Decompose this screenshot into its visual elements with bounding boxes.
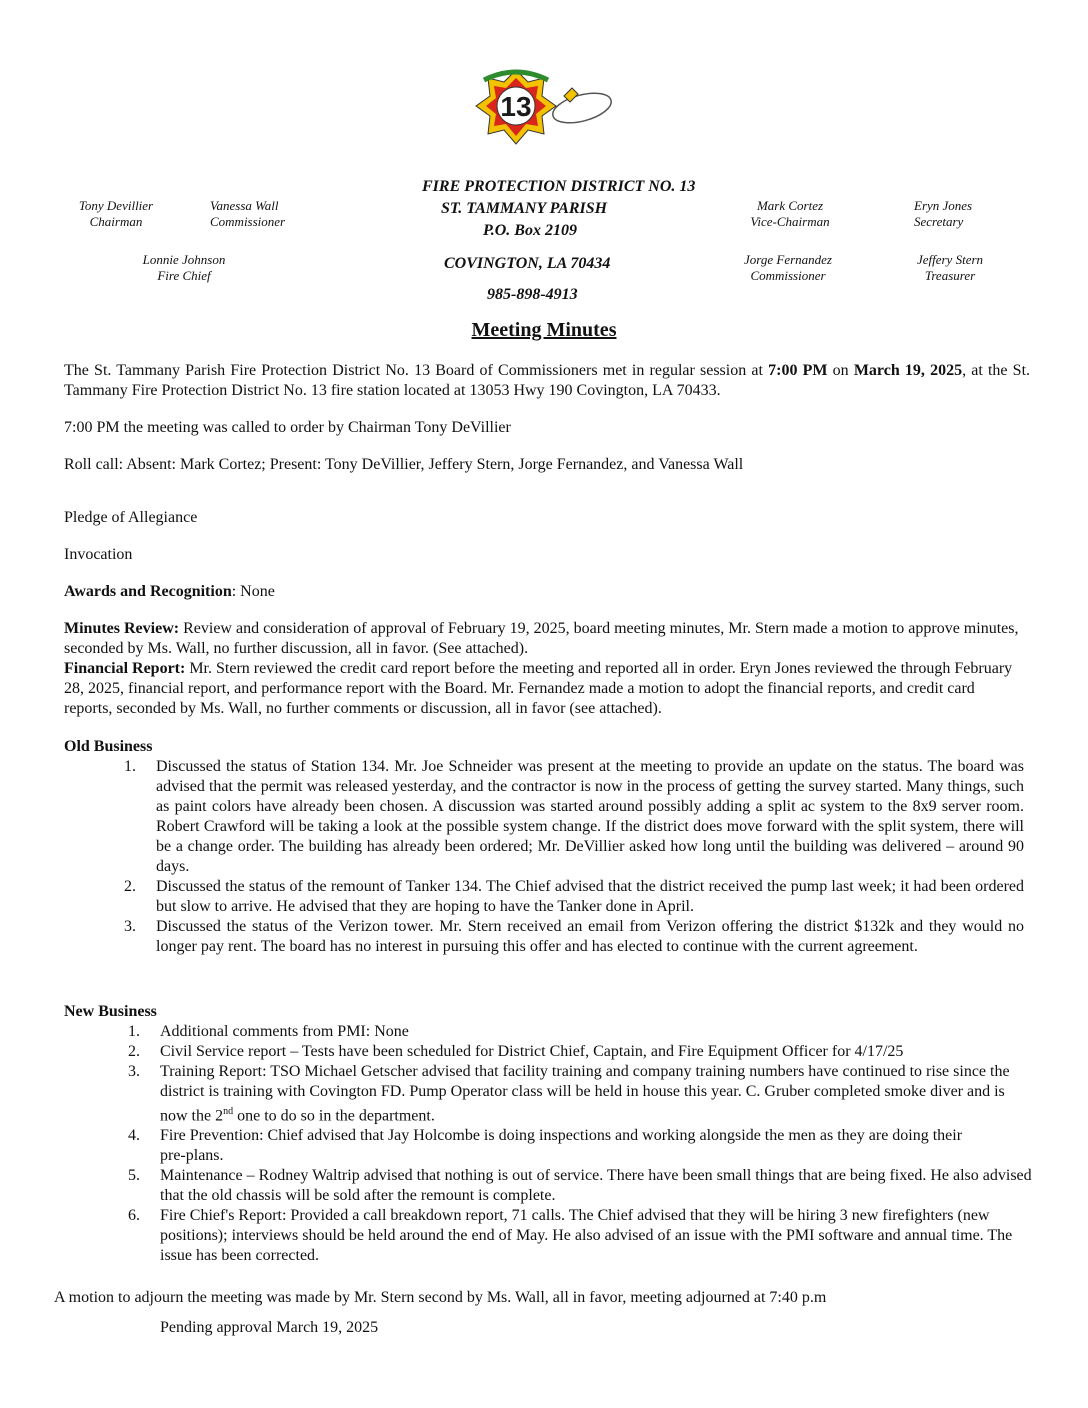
member-role: Secretary <box>914 214 964 229</box>
list-item: 1. Discussed the status of Station 134. Mr. Joe Schneider was present at the meeting to provide an update on the status. The board was advised that the permit was released yesterday, and the contractor is now in the process of getting the survey started. Many things, such as paint colors have already been chosen. A discussion was started around possibly adding a split ac system to the 8x9 server room. Robert Crawford will be taking a look at the possible system change. If the district does move forward with the split system, there will be a change order. The building has already been ordered; Mr. DeVillier asked how long until the building was delivered – around 90 days. <box>124 758 1024 875</box>
list-item: 3. Discussed the status of the Verizon tower. Mr. Stern received an email from Verizon offering the district $132k and they would no longer pay rent. The board has no interest in pursuing this offer and has elected to continue with the current agreement. <box>124 918 1024 955</box>
list-item: 2. Discussed the status of the remount of Tanker 134. The Chief advised that the district received the pump last week; it had been ordered but slow to arrive. He advised that they are hoping to have the Tanker done in April. <box>124 878 1024 915</box>
list-item: 6. Fire Chief's Report: Provided a call breakdown report, 71 calls. The Chief advised that they will be hiring 3 new firefighters (new positions); interviews should be held around the end of May. He also advised of an issue with the PMI software and annual time. The issue has been corrected. <box>128 1207 1013 1265</box>
list-item: 2. Civil Service report – Tests have been scheduled for District Chief, Captain, and Fire Equipment Officer for 4/17/25 <box>128 1043 904 1060</box>
new-business-list <box>128 1022 1034 1266</box>
district-name: FIRE PROTECTION DISTRICT NO. 13 <box>422 178 696 195</box>
member-name: Jorge Fernandez <box>744 252 832 267</box>
member-role: Treasurer <box>924 268 976 283</box>
minutes-review: Minutes Review: Review and consideration of approval of February 19, 2025, board meeting minutes, Mr. Stern made a motion to approve minutes, seconded by Ms. Wall, no further discussion, all in favor. (See attached). <box>64 620 1019 657</box>
page-title: Meeting Minutes <box>471 319 617 341</box>
member-devillier <box>60 198 172 230</box>
member-cortez <box>738 198 842 230</box>
po-box: P.O. Box 2109 <box>483 222 577 239</box>
member-role: Fire Chief <box>157 268 211 283</box>
member-name: Mark Cortez <box>756 198 824 213</box>
list-item: 1. Additional comments from PMI: None <box>128 1023 409 1040</box>
parish-name: ST. TAMMANY PARISH <box>441 200 608 217</box>
new-business-heading: New Business <box>64 1003 157 1020</box>
invocation: Invocation <box>64 546 133 563</box>
member-name: Eryn Jones <box>914 198 973 213</box>
roll-call: Roll call: Absent: Mark Cortez; Present: Tony DeVillier, Jeffery Stern, Jorge Fernandez, and Vanessa Wall <box>64 456 744 473</box>
member-johnson <box>124 252 244 284</box>
member-name: Tony Devillier <box>78 198 154 213</box>
old-business-list <box>124 757 1024 957</box>
pledge: Pledge of Allegiance <box>64 509 198 526</box>
member-wall <box>196 198 318 230</box>
member-role: Commissioner <box>750 268 826 283</box>
member-fernandez <box>728 252 848 284</box>
logo-number: 13 <box>500 91 532 122</box>
list-item: 4. Fire Prevention: Chief advised that Jay Holcombe is doing inspections and working alongside the men as they are doing their pre-plans. <box>128 1127 963 1165</box>
list-item: 3. Training Report: TSO Michael Getscher advised that facility training and company training numbers have continued to rise since the district is training with Covington FD. Pump Operator class will be held in house this year. C. Gruber completed smoke diver and is now the 2nd one to do so in the department. <box>128 1063 1010 1125</box>
financial-report: Financial Report: Mr. Stern reviewed the credit card report before the meeting and reported all in order. Eryn Jones reviewed the through February 28, 2025, financial report, and performance report with the Board. Mr. Fernandez made a motion to adopt the financial reports, and credit card reports, seconded by Ms. Wall, no further comments or discussion, all in favor (see attached). <box>64 660 1013 717</box>
member-role: Chairman <box>89 214 143 229</box>
phone-number: 985-898-4913 <box>487 286 578 303</box>
member-stern <box>904 252 996 284</box>
member-role: Commissioner <box>210 214 286 229</box>
pending-approval: Pending approval March 19, 2025 <box>160 1319 379 1336</box>
intro-paragraph: The St. Tammany Parish Fire Protection District No. 13 Board of Commissioners met in regular session at 7:00 PM on March 19, 2025, at the St. Tammany Fire Protection District No. 13 fire station located at 13053 Hwy 190 Covington, LA 70433. <box>64 362 1031 399</box>
list-item: 5. Maintenance – Rodney Waltrip advised that nothing is out of service. There have been small things that are being fixed. He also advised that the old chassis will be sold after the remount is complete. <box>128 1167 1032 1205</box>
member-role: Vice-Chairman <box>750 214 830 229</box>
district-logo <box>470 66 616 158</box>
member-name: Lonnie Johnson <box>142 252 226 267</box>
adjournment: A motion to adjourn the meeting was made by Mr. Stern second by Ms. Wall, all in favor, meeting adjourned at 7:40 p.m <box>54 1289 827 1306</box>
called-to-order: 7:00 PM the meeting was called to order by Chairman Tony DeVillier <box>64 419 511 436</box>
member-jones <box>914 198 994 230</box>
member-name: Vanessa Wall <box>210 198 279 213</box>
member-name: Jeffery Stern <box>916 252 984 267</box>
awards-recognition: Awards and Recognition: None <box>64 583 275 600</box>
old-business-heading: Old Business <box>64 738 153 755</box>
city-state-zip: COVINGTON, LA 70434 <box>444 255 611 272</box>
